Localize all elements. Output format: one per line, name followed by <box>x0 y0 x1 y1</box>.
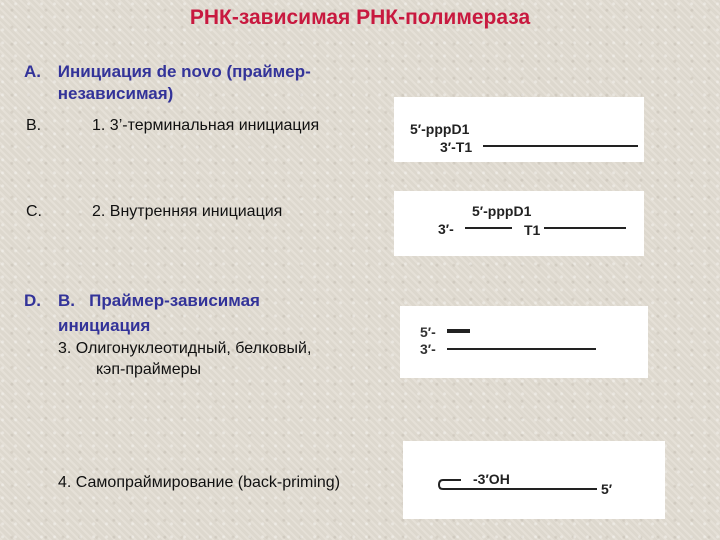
row-c-text: 2. Внутренняя инициация <box>92 203 283 220</box>
diagram-internal-initiation <box>394 191 644 256</box>
section-a-line1: Инициация de novo (праймер- <box>57 62 311 81</box>
diagram-internal-initiation-svg <box>394 191 644 256</box>
diagram-primer <box>400 306 648 378</box>
d1-bottom-label: 3′-T1 <box>440 139 473 155</box>
d4-left-label: -3′OH <box>473 471 510 487</box>
d4-hairpin-strand <box>439 480 597 489</box>
section-d-line2: инициация <box>58 316 151 335</box>
row-b-text: 1. 3’-терминальная инициация <box>92 117 320 134</box>
section-a-heading <box>58 61 311 105</box>
d2-top-label: 5′-pppD1 <box>472 203 532 219</box>
section-a-line2: независимая) <box>57 84 174 103</box>
d2-bottom-label: T1 <box>524 222 541 238</box>
diagram-back-priming <box>403 441 665 519</box>
section-d-line1: B. Праймер-зависимая <box>58 291 260 310</box>
diagram-primer-svg <box>400 306 648 378</box>
row-b-letter: B. <box>26 117 42 134</box>
diagram-terminal-initiation-svg <box>394 97 644 162</box>
d3-bottom-label: 3′- <box>420 341 436 357</box>
section-a <box>24 61 311 105</box>
section-a-letter: A. <box>24 62 41 81</box>
d1-top-label: 5′-pppD1 <box>410 121 470 137</box>
section-d-letter: D. <box>24 291 41 310</box>
page-title: РНК-зависимая РНК-полимераза <box>189 6 531 29</box>
row-c-letter: C. <box>26 203 42 220</box>
d3-top-label: 5′- <box>420 324 436 340</box>
item3-line2: кэп-праймеры <box>96 361 202 378</box>
d2-left-label: 3′- <box>438 221 454 237</box>
item3-line1: 3. Олигонуклеотидный, белковый, <box>58 340 312 357</box>
diagram-back-priming-svg <box>403 441 665 519</box>
diagram-terminal-initiation <box>394 97 644 162</box>
d4-right-label: 5′ <box>601 481 613 497</box>
item4-text: 4. Самопраймирование (back-priming) <box>58 474 341 491</box>
